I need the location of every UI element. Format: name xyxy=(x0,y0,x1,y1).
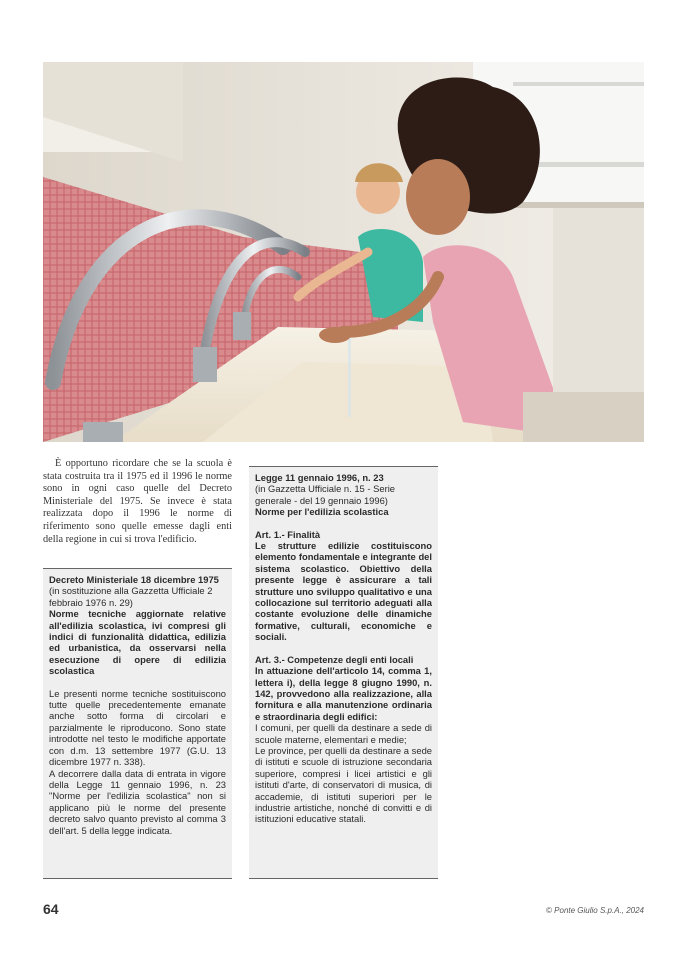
box2-heading: Norme per l'edilizia scolastica xyxy=(255,506,389,518)
art3-title: Art. 3.- Competenze degli enti locali xyxy=(255,653,414,665)
intro-text: È opportuno ricordare che se la scuola è stata costruita tra il 1975 ed il 1996 le norme sono in ogni caso quelle del Decreto Ministeriale del 1975. Se invece è stata realizzata dopo il 1996 le norme di riferimento sono quelle emesse dagli enti della regione in cui si trova l'edificio. xyxy=(43,458,232,545)
intro-paragraph xyxy=(43,458,232,546)
children-washing-hands-photo xyxy=(43,62,644,442)
box1-para2: A decorrere dalla data di entrata in vigore della Legge 11 gennaio 1996, n. 23 "Norme per l'edilizia scolastica" non si applicano più le norme del presente decreto salvo quanto previsto al comma 3 dell'art. 5 della legge indicata. xyxy=(49,767,226,836)
art3-province: Le province, per quelli da destinare a sede di istituti e scuole di istruzione secondaria superiore, compresi i licei artistici e gli istituti d'arte, di conservatori di musica, di accademie, di istituti superiori per le industrie artistiche, nonché di convitti e di istituzioni educative statali. xyxy=(255,744,432,825)
box1-heading: Norme tecniche aggiornate relative all'edilizia scolastica, ivi compresi gli indici di funzionalità didattica, edilizia ed urbanistica, da osservarsi nella esecuzione di opere di edilizia scolastica xyxy=(49,608,226,677)
copyright-notice: © Ponte Giulio S.p.A., 2024 xyxy=(546,906,644,915)
art1-title: Art. 1.- Finalità xyxy=(255,528,321,540)
art1-text: Le strutture edilizie costituiscono elemento fondamentale e integrante del sistema scolastico. Obiettivo della presente legge è assicurare a tali strutture uno sviluppo qualitativo e una collocazione sul territorio adeguati alla costante evoluzione delle dinamiche formative, culturali, economiche e sociali. xyxy=(255,540,432,643)
art3-comuni: I comuni, per quelli da destinare a sede di scuole materne, elementari e medie; xyxy=(255,722,432,745)
box1-title: Decreto Ministeriale 18 dicembre 1975 xyxy=(49,574,219,585)
box1-para1: Le presenti norme tecniche sostituiscono tutte quelle precedentemente emanate anche sotto forma di circolari e parzialmente le riproducono. Sono state introdotte nel testo le modifiche apportate con d.m. 13 settembre 1977 (G.U. 13 dicembre 1977 n. 338). xyxy=(49,687,226,768)
children-washing-hands-icon xyxy=(43,62,644,442)
art3-bold-text: In attuazione dell'articolo 14, comma 1, lettera i), della legge 8 giugno 1990, n. 142, provvedono alla realizzazione, alla fornitura e alla manutenzione ordinaria e straordinaria degli edifici: xyxy=(255,665,432,722)
page-number: 64 xyxy=(43,901,59,917)
decreto-ministeriale-box xyxy=(43,568,232,879)
box1-subtitle: (in sostituzione alla Gazzetta Ufficiale 2 febbraio 1976 n. 29) xyxy=(49,585,213,608)
box2-title: Legge 11 gennaio 1996, n. 23 xyxy=(255,472,384,483)
box2-subtitle: (in Gazzetta Ufficiale n. 15 - Serie generale - del 19 gennaio 1996) xyxy=(255,483,395,506)
legge-1996-box xyxy=(249,466,438,879)
